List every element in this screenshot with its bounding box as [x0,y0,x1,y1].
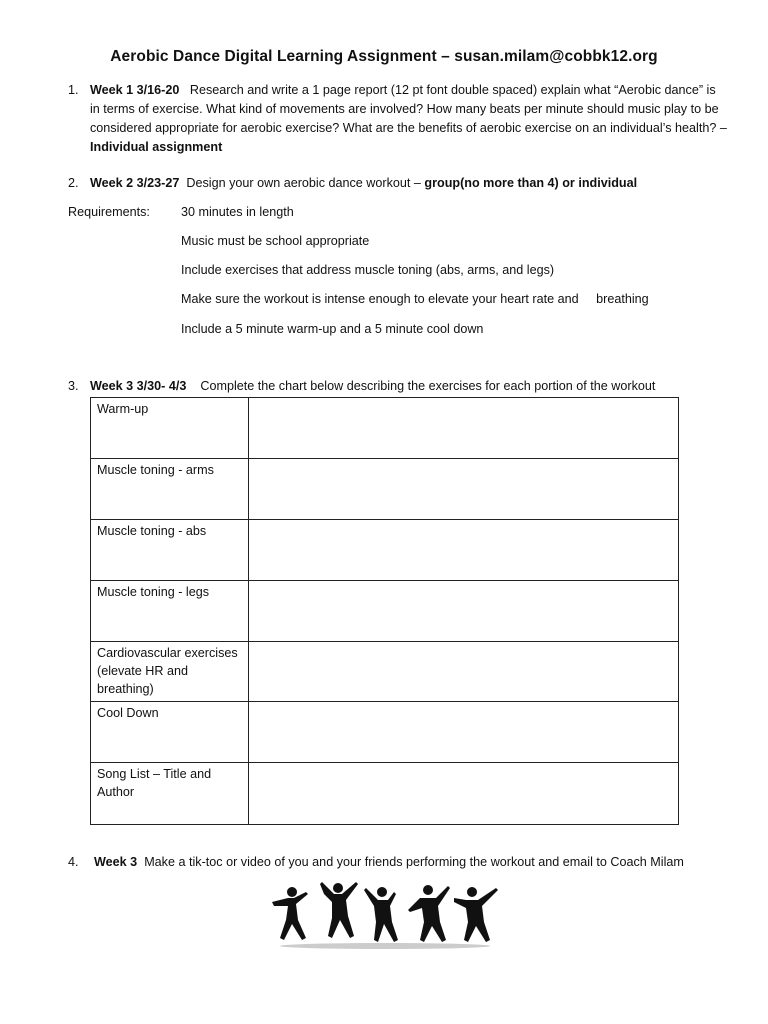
table-row [91,581,679,642]
chart-row-label: Cardiovascular exercises (elevate HR and breathing) [91,642,249,702]
requirements-label: Requirements: [68,205,150,219]
requirement-line: Make sure the workout is intense enough to elevate your heart rate and breathing [181,292,649,306]
item-week: Week 3 [94,855,138,869]
requirement-line: Include a 5 minute warm-up and a 5 minute cool down [181,322,484,336]
item-number: 4. [68,855,79,869]
item-week: Week 2 3/23-27 [90,176,180,190]
chart-entry-cell[interactable] [249,642,679,702]
requirement-line: Include exercises that address muscle toning (abs, arms, and legs) [181,263,555,277]
page-title: Aerobic Dance Digital Learning Assignment – susan.milam@cobbk12.org [110,48,658,65]
workout-chart [90,397,679,825]
chart-row-label: Song List – Title and Author [91,763,249,825]
table-row [91,642,679,702]
item-number: 2. [68,176,79,190]
assignment-item-3 [68,377,728,396]
table-row [91,398,679,459]
chart-entry-cell[interactable] [249,702,679,763]
chart-row-label: Muscle toning - legs [91,581,249,642]
chart-entry-cell[interactable] [249,581,679,642]
chart-entry-cell[interactable] [249,520,679,581]
table-row [91,520,679,581]
chart-row-label: Muscle toning - abs [91,520,249,581]
item-bold-tail: group(no more than 4) or individual [424,176,638,190]
item-bold-tail: Individual assignment [90,140,223,154]
item-number: 1. [68,83,79,97]
item-text: Research and write a 1 page report (12 pt font double spaced) explain what “Aerobic dance” is in terms of exercise. What kind of movements are involved? How many beats per minute should music play to be considered appropriate for aerobic exercise? What are the benefits of aerobic exercise on an individual’s health? – [90,83,727,135]
table-row [91,702,679,763]
item-text: Complete the chart below describing the exercises for each portion of the workout [200,379,656,393]
chart-row-label: Muscle toning - arms [91,459,249,520]
requirement-line: 30 minutes in length [181,205,294,219]
chart-row-label: Cool Down [91,702,249,763]
table-row [91,459,679,520]
table-row [91,763,679,825]
assignment-item-4 [68,853,728,872]
item-text: Design your own aerobic dance workout – [186,176,421,190]
assignment-item-2 [68,174,728,193]
item-week: Week 3 3/30- 4/3 [90,379,187,393]
requirement-line: Music must be school appropriate [181,234,370,248]
chart-row-label: Warm-up [91,398,249,459]
dancers-silhouette-icon [270,880,500,950]
item-text: Make a tik-toc or video of you and your friends performing the workout and email to Coach Milam [144,855,684,869]
chart-entry-cell[interactable] [249,398,679,459]
chart-entry-cell[interactable] [249,459,679,520]
item-number: 3. [68,379,79,393]
item-week: Week 1 3/16-20 [90,83,180,97]
assignment-item-1 [68,81,728,157]
chart-entry-cell[interactable] [249,763,679,825]
